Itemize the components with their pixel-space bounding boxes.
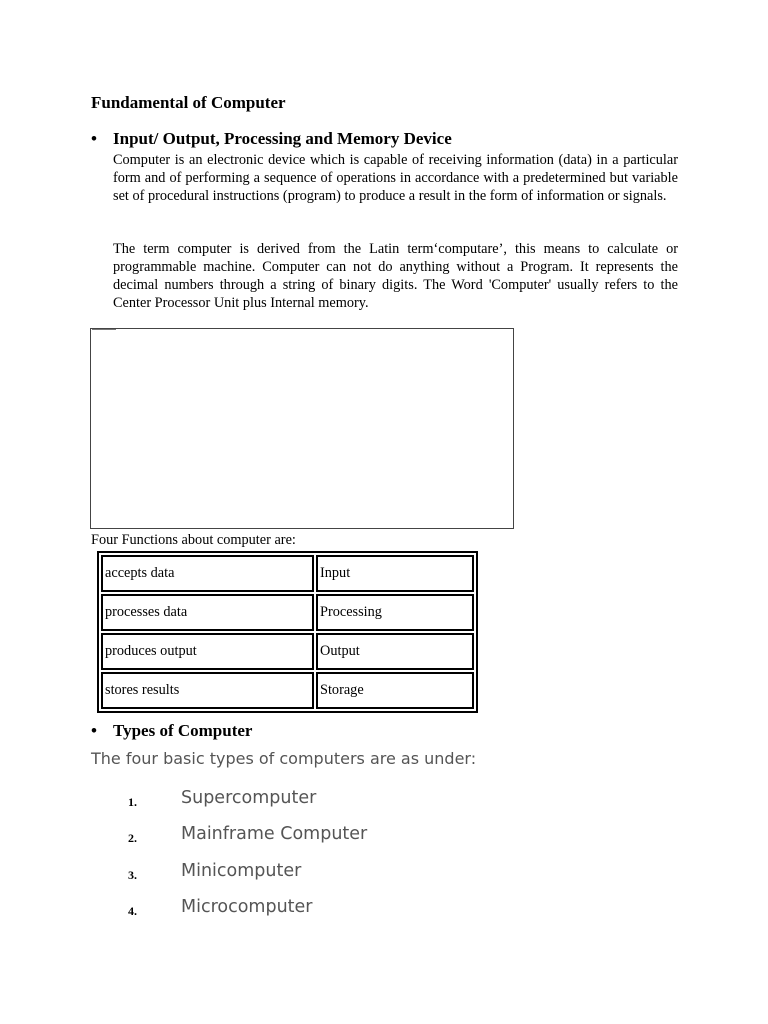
section-heading-devices: Input/ Output, Processing and Memory Device <box>113 129 452 148</box>
list-number: 1. <box>128 795 137 809</box>
table-row <box>101 594 474 631</box>
bullet-input-output: • <box>91 129 97 148</box>
list-item: Microcomputer <box>181 897 313 917</box>
document-title: Fundamental of Computer <box>91 93 286 112</box>
table-cell-function: Output <box>316 633 474 670</box>
types-intro: The four basic types of computers are as under: <box>91 749 477 768</box>
list-number: 4. <box>128 904 137 918</box>
paragraph-computer-etymology: The term computer is derived from the Latin term‘computare’, this means to calculate or programmable machine. Computer can not do anything without a Program. It represents the decimal numbers through a string of binary digits. The Word 'Computer' usually refers to the Center Processor Unit plus Internal memory. <box>113 241 678 311</box>
table-cell-action: accepts data <box>101 555 314 592</box>
figure-corner-mark <box>92 329 116 330</box>
figure-placeholder <box>90 328 514 529</box>
table-cell-action: stores results <box>101 672 314 709</box>
table-cell-function: Storage <box>316 672 474 709</box>
table-cell-function: Input <box>316 555 474 592</box>
table-cell-action: produces output <box>101 633 314 670</box>
list-number: 2. <box>128 831 137 845</box>
table-cell-action: processes data <box>101 594 314 631</box>
list-number: 3. <box>128 868 137 882</box>
paragraph-computer-definition: Computer is an electronic device which is capable of receiving information (data) in a particular form and of performing a sequence of operations in accordance with a predetermined but variable set of procedural instructions (program) to produce a result in the form of information or signals. <box>113 152 678 204</box>
section-heading-types: Types of Computer <box>113 721 253 740</box>
list-item: Minicomputer <box>181 861 302 881</box>
list-item: Supercomputer <box>181 788 317 808</box>
table-row <box>101 555 474 592</box>
functions-table <box>97 551 478 713</box>
table-cell-function: Processing <box>316 594 474 631</box>
table-row <box>101 633 474 670</box>
functions-caption: Four Functions about computer are: <box>91 532 296 548</box>
table-row <box>101 672 474 709</box>
bullet-types: • <box>91 721 97 740</box>
list-item: Mainframe Computer <box>181 824 368 844</box>
